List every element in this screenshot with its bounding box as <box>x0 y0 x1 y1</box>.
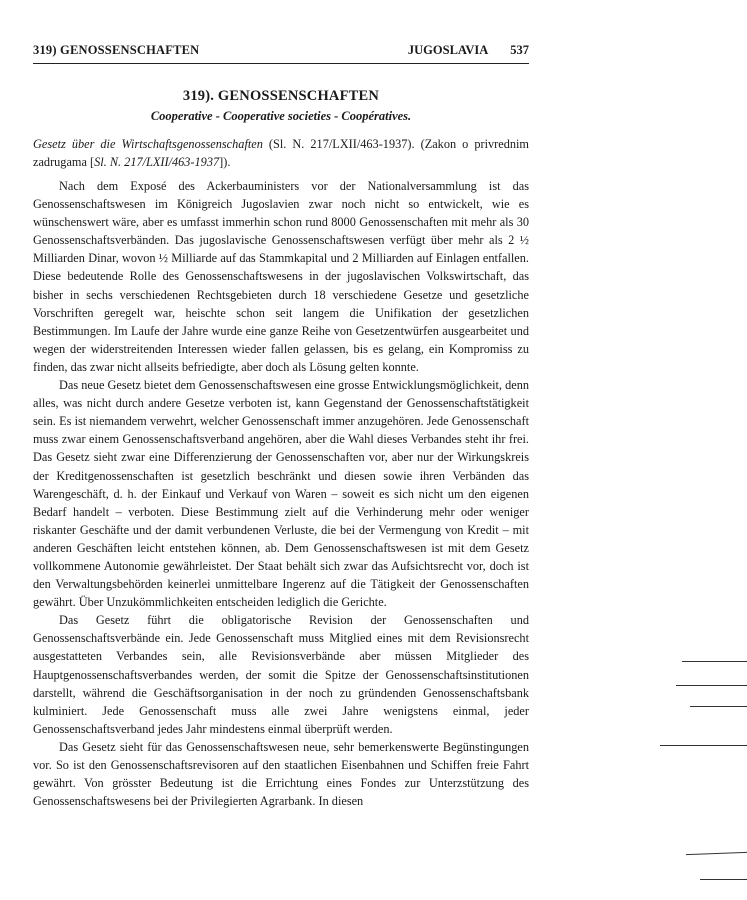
citation-text-1: (Sl. N. 217/LXII/463-1937). (Zakon o privrednim zadrugama [ <box>33 137 529 169</box>
section-title: 319). GENOSSENSCHAFTEN <box>182 88 380 104</box>
scan-artifact-line <box>682 661 747 662</box>
running-head-section: 319) GENOSSENSCHAFTEN <box>33 43 200 57</box>
body-text <box>33 177 529 810</box>
running-head-country: JUGOSLAVIA <box>407 43 489 57</box>
scan-artifact-line <box>700 879 747 880</box>
paragraph: Nach dem Exposé des Ackerbauministers vor der Nationalversammlung ist das Genossenschaftswesen im Königreich Jugoslavien zwar noch nicht so entwickelt, wie es wünschenswert wäre, aber es umfasst immerhin schon rund 8000 Genossenschaften mit mehr als 30 Genossenschaftsverbänden. Das jugoslavische Genossenschaftswesen verfügt über mehr als 2 ½ Milliarden Dinar, wovon ½ Milliarde auf das Stammkapital und 2 Milliarden auf Einlagen entfallen. Diese bedeutende Rolle des Genossenschaftswesens in der jugoslavischen Volkswirtschaft, das bisher in sechs verschiedenen Rechtsgebieten durch 18 verschiedene Gesetze und gesetzliche Vorschriften geregelt war, heischte schon seit langem die Unifikation der gesetzlichen Bestimmungen. Im Laufe der Jahre wurde eine ganze Reihe von Gesetzentwürfen ausgearbeitet und wegen der widerstreitenden Interessen wieder fallen gelassen, bis es gelang, ein Kompromiss zu finden, das zwar nicht allseits befriedigte, aber doch als Lösung gelten konnte. <box>33 179 529 374</box>
paragraph: Das Gesetz sieht für das Genossenschaftswesen neue, sehr bemerkenswerte Begünstingungen vor. So ist den Genossenschaftsrevisoren auf den staatlichen Eisenbahnen und Schiffen freie Fahrt gewährt. Von grösster Bedeutung ist die Errichtung eines Fondes zur Unterzstützung des Genossenschaftswesens bei der Privilegierten Agrarbank. In diesen <box>33 739 529 809</box>
paragraph: Das Gesetz führt die obligatorische Revision der Genossenschaften und Genossenschaftsverbände ein. Jede Genossenschaft muss Mitglied eines mit dem Revisionsrecht ausgestatteten Verbandes sein, alle Revisionsverbände aber müssen Mitglieder des Hauptgenossenschaftsverbandes werden, der somit die Spitze der Genossenschaftsinstitutionen darstellt, während die Geschäftsorganisation in der noch zu gründenden Genossenschaftsbank kulminiert. Jede Genossenschaft muss alle zwei Jahre wenigstens einmal, jeder Genossenschaftsverband jedes Jahr mindestens einmal überprüft werden. <box>33 613 529 736</box>
law-title: Gesetz über die Wirtschaftsgenossenschaften <box>33 137 263 151</box>
scan-artifact-line <box>676 685 747 686</box>
paragraph: Das neue Gesetz bietet dem Genossenschaftswesen eine grosse Entwicklungsmöglichkeit, denn alles, was nicht durch andere Gesetze verboten ist, kann Gegenstand der Genossenschaftstätigkeit sein. Es ist niemandem verwehrt, welcher Genossenschaft immer anzugehören. Jede Genossenschaft muss zwar einem Genossenschaftsverband angehören, aber die Wahl dieses Verbandes steht ihr frei. Das Gesetz sieht zwar eine Differenzierung der Genossenschaften vor, aber nur der Wirkungskreis der Kreditgenossenschaften ist gesetzlich beschränkt und diesen sowie ihren Verbänden das Warengeschäft, d. h. der Einkauf und Verkauf von Waren – soweit es sich nicht um den eigenen Bedarf handelt – verboten. Diese Bestimmung zielt auf die Verhinderung mehr oder weniger riskanter Geschäfte und der damit verbundenen Verluste, die bei der Vermengung von Kredit – mit anderen Geschäften leicht entstehen können, ab. Dem Genossenschaftswesen ist mit dem Gesetz vollkommene Autonomie gewährleistet. Der Staat behält sich zwar das Aufsichtsrecht vor, doch ist den Verwaltungsbehörden keinerlei unmittelbare Ingerenz auf die Tätigkeit der Genossenschaften gewährt. Über Unzukömmlichkeiten entscheiden lediglich die Gerichte. <box>33 378 529 610</box>
scan-artifact-line <box>690 706 747 707</box>
scan-artifact-line <box>686 852 747 855</box>
running-head-right <box>386 43 529 58</box>
scan-artifact-line <box>660 745 747 746</box>
header-rule <box>33 63 529 64</box>
section-subtitle: Cooperative - Cooperative societies - Coopératives. <box>150 109 412 123</box>
page-number: 537 <box>510 43 529 57</box>
law-citation <box>33 135 529 171</box>
citation-reference: Sl. N. 217/LXII/463-1937 <box>94 155 220 169</box>
citation-text-2: ]). <box>219 155 231 169</box>
running-head <box>33 43 529 61</box>
